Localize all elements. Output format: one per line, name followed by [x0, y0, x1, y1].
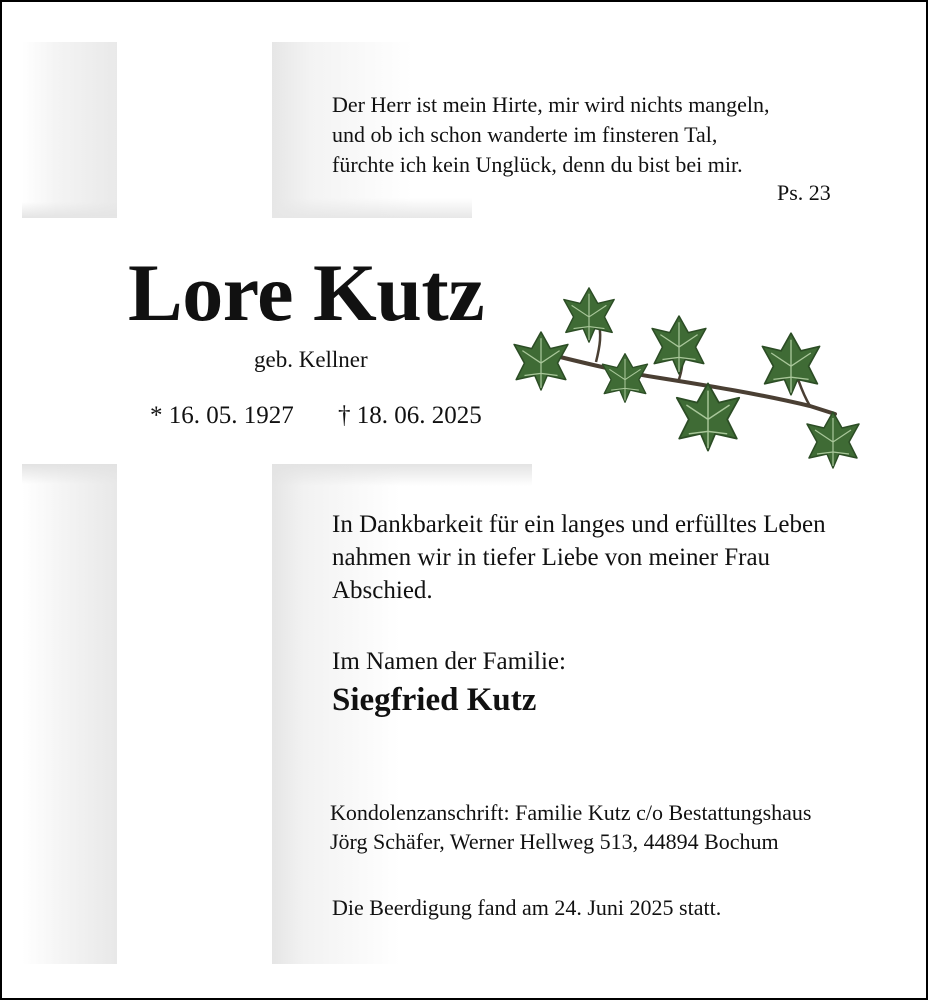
ivy-leaf: [762, 333, 819, 395]
gratitude-message: [332, 508, 826, 607]
family-label: Im Namen der Familie:: [332, 648, 566, 675]
death-date: † 18. 06. 2025: [338, 402, 482, 429]
ivy-leaf: [652, 316, 706, 374]
cross-shadow: [22, 464, 117, 484]
birth-date: * 16. 05. 1927: [150, 402, 294, 429]
cross-shadow: [22, 464, 117, 964]
psalm-line: und ob ich schon wanderte im finsteren Tal,: [332, 122, 718, 147]
deceased-name: Lore Kutz: [128, 247, 485, 338]
cross-shadow: [272, 464, 532, 486]
psalm-quote: [332, 90, 769, 180]
cross-shadow: [22, 42, 117, 216]
condolence-line: Kondolenzanschrift: Familie Kutz c/o Bestattungshaus: [330, 800, 812, 825]
cross-shadow: [272, 198, 472, 218]
ivy-leaf: [677, 383, 739, 450]
ivy-leaf: [602, 354, 647, 403]
ivy-leaf: [514, 332, 568, 390]
cross-shadow: [22, 202, 117, 218]
message-line: In Dankbarkeit für ein langes und erfülltes Leben: [332, 511, 826, 538]
maiden-name: geb. Kellner: [254, 347, 368, 372]
message-line: nahmen wir in tiefer Liebe von meiner Frau: [332, 544, 771, 571]
psalm-line: Der Herr ist mein Hirte, mir wird nichts mangeln,: [332, 92, 770, 117]
condolence-line: Jörg Schäfer, Werner Hellweg 513, 44894 Bochum: [330, 829, 779, 854]
ivy-branch-icon: [510, 282, 878, 482]
psalm-line: fürchte ich kein Unglück, denn du bist bei mir.: [332, 152, 743, 177]
message-line: Abschied.: [332, 577, 433, 604]
funeral-notice: Die Beerdigung fand am 24. Juni 2025 statt.: [332, 895, 722, 920]
condolence-address: [330, 798, 811, 856]
signer-name: Siegfried Kutz: [332, 682, 537, 718]
psalm-reference: Ps. 23: [777, 180, 831, 205]
ivy-leaf: [564, 288, 614, 342]
ivy-leaf: [807, 412, 859, 468]
